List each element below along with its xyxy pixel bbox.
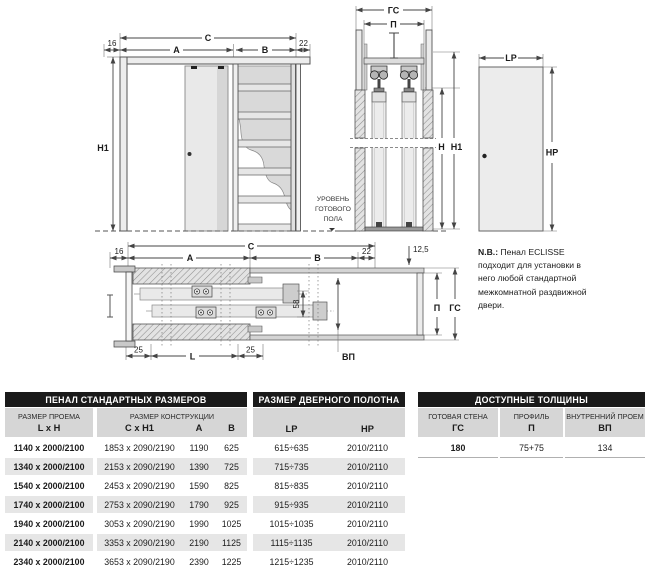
col-lp-hp-group xyxy=(253,408,405,437)
available-thicknesses-table xyxy=(418,392,645,458)
section-door-left xyxy=(372,102,386,228)
section-trolley-left xyxy=(370,66,387,92)
front-dim-h1-label: H1 xyxy=(97,143,109,153)
cell-construction-size: 3653 x 2090/2190 xyxy=(97,553,182,569)
plan-dim-b-label: B xyxy=(314,253,321,263)
trolley-plate xyxy=(404,88,414,92)
door-panel xyxy=(479,67,543,231)
cell-lp: 815÷835 xyxy=(253,477,330,494)
cell-construction-size: 1853 x 2090/2190 xyxy=(97,439,182,456)
front-dim-a-label: A xyxy=(173,45,180,55)
plan-door-upper xyxy=(140,288,288,300)
section-wall-hatch xyxy=(355,90,365,138)
section-wall-hatch xyxy=(355,148,365,231)
table-row xyxy=(5,496,405,513)
header-pencil-sizes: ПЕНАЛ СТАНДАРТНЫХ РАЗМЕРОВ xyxy=(5,392,247,407)
trolley-bolt xyxy=(378,79,381,88)
nb-note-body: Пенал ECLISSE подходит для установки в него любой стандартной межкомнатной раздвижной двери. xyxy=(478,247,587,310)
cell-inner-opening: 134 xyxy=(565,439,645,458)
cell-a: 2390 xyxy=(182,553,216,569)
standard-table-header-row xyxy=(5,392,405,407)
section-right-upright xyxy=(426,30,432,90)
cell-hp: 2010/2110 xyxy=(330,477,405,494)
plan-dim-c-label: C xyxy=(247,241,255,252)
table-row xyxy=(5,534,405,551)
front-pocket-post-right-inner xyxy=(291,64,296,231)
front-pocket-post-left xyxy=(233,64,238,231)
section-wall-hatch xyxy=(423,90,433,138)
plan-dim-25l-label: 25 xyxy=(134,345,143,355)
front-dim-22-label: 22 xyxy=(299,39,308,48)
front-dim-b-label: B xyxy=(261,45,269,55)
trolley-bolt xyxy=(408,79,411,88)
section-view-drawing xyxy=(338,6,462,232)
table-row xyxy=(5,553,405,569)
col-hp-label: HP xyxy=(361,424,374,434)
section-door-guides xyxy=(376,222,412,227)
section-dim-p-label: П xyxy=(390,19,397,30)
section-door-top-left xyxy=(372,92,386,102)
section-dim-h-label: H xyxy=(438,142,445,152)
front-dim-16-label: 16 xyxy=(107,39,117,48)
cell-lp: 715÷735 xyxy=(253,458,330,475)
plan-wall-strip-top xyxy=(250,268,424,273)
cell-b: 725 xyxy=(216,458,247,475)
col-profile xyxy=(500,408,563,437)
cell-opening-size: 1140 x 2000/2100 xyxy=(5,439,93,456)
cell-construction-size: 3353 x 2090/2190 xyxy=(97,534,182,551)
lp-hp-subcolumns xyxy=(253,424,405,434)
standard-table-subheader-row xyxy=(5,408,405,437)
cell-lp: 1215÷1235 xyxy=(253,553,330,569)
col-finished-wall-label: ГОТОВАЯ СТЕНА xyxy=(428,412,488,421)
cell-construction-size: 3053 x 2090/2190 xyxy=(97,515,182,532)
section-floor-guide xyxy=(365,227,423,231)
thickness-table-body xyxy=(418,439,645,458)
plan-dim-gs-label: ГС xyxy=(449,303,461,313)
plan-door-lower-stile xyxy=(313,302,327,320)
cell-b: 625 xyxy=(216,439,247,456)
cell-b: 1225 xyxy=(216,553,247,569)
col-b-label: B xyxy=(228,423,235,433)
plan-dim-58-label: 58 xyxy=(292,299,301,309)
col-inner-opening-label: ВНУТРЕННИЙ ПРОЕМ xyxy=(566,412,644,421)
header-door-leaf-size: РАЗМЕР ДВЕРНОГО ПОЛОТНА xyxy=(253,392,405,407)
plan-receiving-jamb xyxy=(417,273,423,335)
col-lp-label: LP xyxy=(285,424,298,434)
section-top-bracket xyxy=(389,33,399,58)
section-left-plate xyxy=(364,44,367,90)
trolley-wheel xyxy=(379,71,387,79)
section-track xyxy=(364,58,424,64)
thickness-table-subheader-row xyxy=(418,408,645,437)
cell-b: 925 xyxy=(216,496,247,513)
cell-lp: 915÷935 xyxy=(253,496,330,513)
front-floor-label-1: УРОВЕНЬ xyxy=(316,196,350,203)
table-row xyxy=(5,458,405,475)
cell-construction-size: 2753 x 2090/2190 xyxy=(97,496,182,513)
table-row xyxy=(5,477,405,494)
col-construction-size xyxy=(97,408,247,437)
plan-dim-p-label: П xyxy=(433,303,441,313)
col-cxh1-label: C x H1 xyxy=(125,423,154,433)
front-door-edge-strip xyxy=(217,67,228,230)
section-trolley-right xyxy=(400,66,417,92)
section-dim-gs-label: ГС xyxy=(387,5,400,16)
construction-subcolumns xyxy=(97,423,247,433)
front-door-handle-dot xyxy=(188,152,192,156)
col-inner-opening xyxy=(565,408,645,437)
col-a-label: A xyxy=(195,423,203,433)
plan-dim-a-label: A xyxy=(186,253,194,263)
table-row xyxy=(5,515,405,532)
plan-wall-stub xyxy=(107,295,113,317)
cell-profile: 75+75 xyxy=(500,439,563,458)
front-left-jamb xyxy=(120,57,127,231)
plan-dim-16-label: 16 xyxy=(114,247,124,256)
cell-opening-size: 2140 x 2000/2100 xyxy=(5,534,93,551)
door-handle-dot xyxy=(482,154,486,158)
front-dim-c-label: C xyxy=(204,33,212,43)
plan-wall-strip-bottom xyxy=(250,335,424,340)
cell-a: 1990 xyxy=(182,515,216,532)
plan-pocket-wall-bottom xyxy=(133,324,250,340)
cell-a: 1390 xyxy=(182,458,216,475)
door-dim-lp-label: LP xyxy=(505,53,517,63)
cell-lp: 1015÷1035 xyxy=(253,515,330,532)
col-finished-wall xyxy=(418,408,498,437)
col-opening-label: РАЗМЕР ПРОЕМА xyxy=(18,412,80,421)
cell-construction-size: 2153 x 2090/2190 xyxy=(97,458,182,475)
cell-a: 1590 xyxy=(182,477,216,494)
thickness-table-header: ДОСТУПНЫЕ ТОЛЩИНЫ xyxy=(418,392,645,407)
standard-sizes-table xyxy=(5,392,405,569)
front-floor-label-3: ПОЛА xyxy=(323,216,343,223)
cell-hp: 2010/2110 xyxy=(330,496,405,513)
plan-dim-vp-label: ВП xyxy=(342,352,355,362)
section-dim-h1-label: H1 xyxy=(450,142,463,152)
cell-opening-size: 2340 x 2000/2100 xyxy=(5,553,93,569)
col-lxh-label: L x H xyxy=(37,423,61,433)
nb-note xyxy=(478,246,588,312)
trolley-wheel xyxy=(409,71,417,79)
cell-construction-size: 2453 x 2090/2190 xyxy=(97,477,182,494)
front-view-drawing xyxy=(95,33,360,231)
cell-hp: 2010/2110 xyxy=(330,534,405,551)
cell-a: 1190 xyxy=(182,439,216,456)
section-right-plate xyxy=(421,44,424,90)
col-profile-label: ПРОФИЛЬ xyxy=(513,412,550,421)
door-panel-drawing xyxy=(479,53,558,231)
cell-hp: 2010/2110 xyxy=(330,553,405,569)
plan-pocket-wall-top xyxy=(133,268,250,284)
col-p-label: П xyxy=(528,423,535,433)
cell-b: 825 xyxy=(216,477,247,494)
cell-lp: 1115÷1135 xyxy=(253,534,330,551)
table-row xyxy=(5,439,405,456)
cell-opening-size: 1740 x 2000/2100 xyxy=(5,496,93,513)
col-construction-label: РАЗМЕР КОНСТРУКЦИИ xyxy=(129,412,215,421)
plan-dim-l-label: L xyxy=(189,351,196,362)
table-row xyxy=(418,439,645,458)
standard-table-body xyxy=(5,439,405,569)
cell-b: 1125 xyxy=(216,534,247,551)
nb-note-prefix: N.B.: xyxy=(478,247,499,257)
cell-lp: 615÷635 xyxy=(253,439,330,456)
front-header-beam xyxy=(120,57,310,64)
col-gs-label: ГС xyxy=(452,423,464,433)
cell-hp: 2010/2110 xyxy=(330,458,405,475)
section-break-band xyxy=(350,139,436,148)
plan-dim-25r-label: 25 xyxy=(246,345,255,355)
plan-dim-22-label: 22 xyxy=(362,247,371,256)
section-wall-hatch xyxy=(423,148,433,231)
plan-view-drawing xyxy=(107,242,461,363)
cell-a: 1790 xyxy=(182,496,216,513)
col-opening-size xyxy=(5,408,93,437)
plan-dim-125-label: 12,5 xyxy=(413,245,429,254)
door-dim-hp-label: HP xyxy=(545,147,559,158)
trolley-wheel xyxy=(400,71,408,79)
section-left-upright xyxy=(356,30,362,90)
cell-b: 1025 xyxy=(216,515,247,532)
section-door-right xyxy=(402,102,416,228)
front-floor-label-2: ГОТОВОГО xyxy=(315,206,351,213)
trolley-wheel xyxy=(370,71,378,79)
cell-finished-wall: 180 xyxy=(418,439,498,458)
front-pocket-post-right-outer xyxy=(296,64,301,231)
cell-hp: 2010/2110 xyxy=(330,439,405,456)
col-vp-label: ВП xyxy=(598,423,612,433)
cell-opening-size: 1340 x 2000/2100 xyxy=(5,458,93,475)
plan-left-jamb xyxy=(126,272,132,341)
cell-opening-size: 1540 x 2000/2100 xyxy=(5,477,93,494)
cell-hp: 2010/2110 xyxy=(330,515,405,532)
section-door-top-right xyxy=(402,92,416,102)
cell-opening-size: 1940 x 2000/2100 xyxy=(5,515,93,532)
trolley-plate xyxy=(374,88,384,92)
cell-a: 2190 xyxy=(182,534,216,551)
